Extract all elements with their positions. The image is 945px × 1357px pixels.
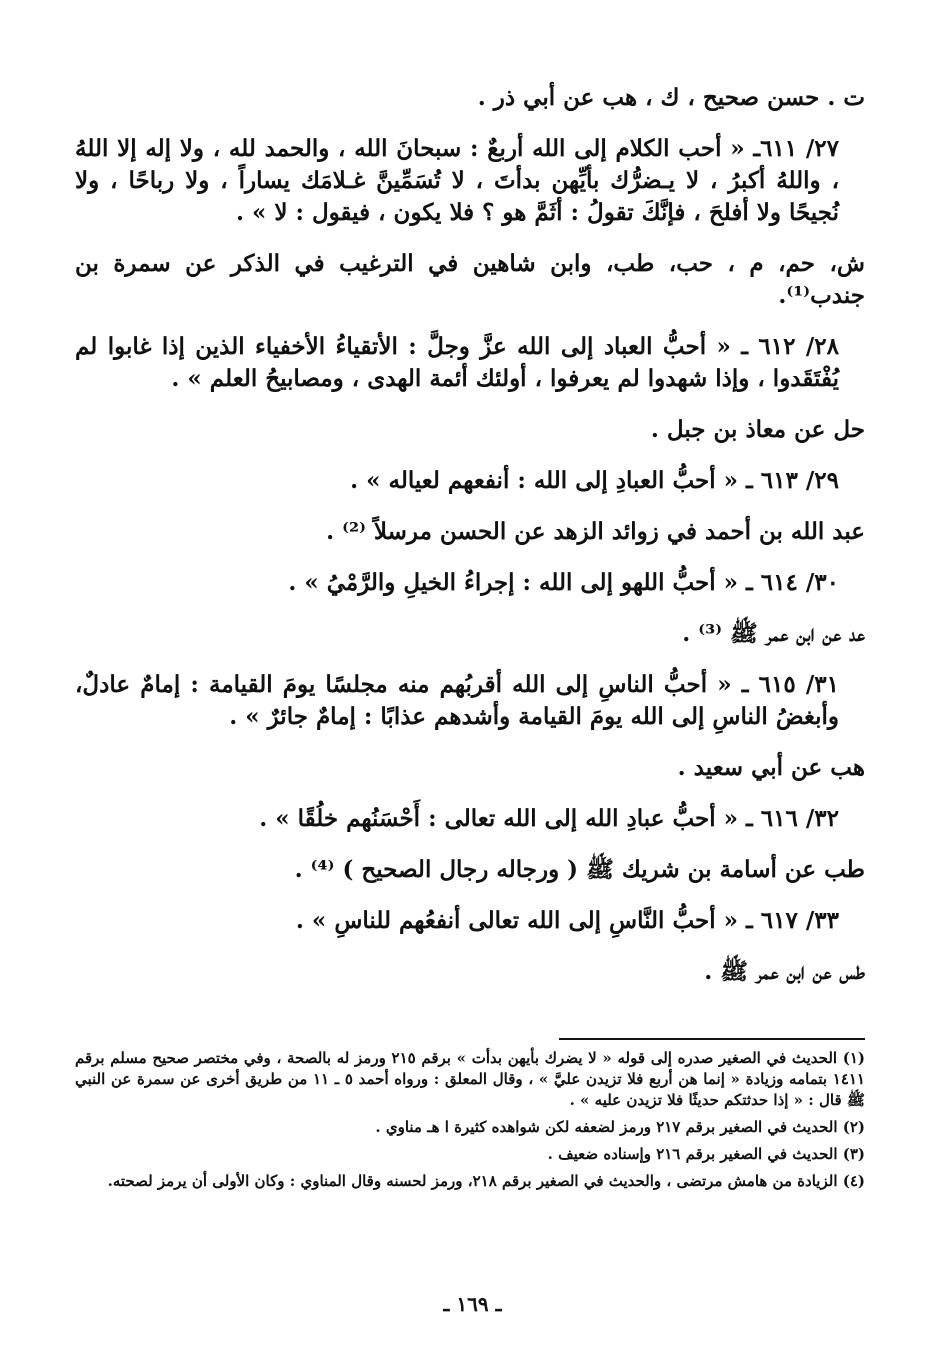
footnote-1: (١) الحديث في الصغير صدره إلى قوله « لا يضرك بأيهن بدأت » برقم ٢١٥ ورمز له بالصحة ، وفي مختصر صحيح مسلم برقم ١٤١١ بتمامه وزيادة « إنما هن أربع فلا تزيدن عليَّ » ، وقال المعلق : ورواه أحمد ٥ ـ ١١ من طريق أخرى عن سمرة عن النبي ﷺ قال : « إذا حدثتكم حديثًا فلا تزيدن عليه » .: [75, 1049, 866, 1109]
hadith-615: ٣١/ ٦١٥ ـ « أحبُّ الناسِ إلى الله أقربُهم منه مجلسًا يومَ القيامة : إمامٌ عادلٌ، وأبغضُ الناسِ إلى الله يومَ القيامة وأشدهم عذابًا : إمامٌ جائرٌ » .: [75, 671, 839, 730]
source-line: ش، حم، م ، حب، طب، وابن شاهين في الترغيب في الذكر عن سمرة بن جندب⁽¹⁾.: [75, 250, 865, 309]
source-line: طس عن ابن عمر ﷺ .: [704, 958, 865, 985]
hadith-616: ٣٢/ ٦١٦ ـ « أحبُّ عبادِ الله إلى الله تعالى : أَحْسَنُهم خلُقًا » .: [259, 805, 839, 832]
footnote-2: (٢) الحديث في الصغير برقم ٢١٧ ورمز لضعفه لكن شواهده كثيرة ا هـ مناوي .: [375, 1118, 865, 1136]
source-line: هب عن أبي سعيد .: [677, 754, 865, 781]
hadith-617: ٣٣/ ٦١٧ ـ « أحبُّ النَّاسِ إلى الله تعالى أنفعُهم للناسِ » .: [295, 907, 839, 934]
source-line: طب عن أسامة بن شريك ﷺ ( ورجاله رجال الصحيح ) ⁽⁴⁾ .: [294, 856, 865, 883]
source-line: عبد الله بن أحمد في زوائد الزهد عن الحسن مرسلاً ⁽²⁾ .: [326, 518, 865, 545]
body-text: [75, 82, 865, 1007]
hadith-614: ٣٠/ ٦١٤ ـ « أحبُّ اللهو إلى الله : إجراءُ الخيلِ والرَّمْيُ » .: [288, 569, 839, 596]
footnotes: [75, 1048, 865, 1198]
source-line: حل عن معاذ بن جبل .: [650, 416, 865, 443]
hadith-613: ٢٩/ ٦١٣ ـ « أحبُّ العبادِ إلى الله : أنفعهم لعياله » .: [350, 467, 839, 494]
page-number: ـ ١٦٩ ـ: [443, 1292, 502, 1316]
source-line: ت . حسن صحيح ، ك ، هب عن أبي ذر .: [477, 84, 865, 111]
footnote-divider: [559, 1038, 865, 1040]
footnote-4: (٤) الزيادة من هامش مرتضى ، والحديث في الصغير برقم ٢١٨، ورمز لحسنه وقال المناوي : وكان الأولى أن يرمز لصحته.: [107, 1172, 865, 1190]
hadith-612: ٢٨/ ٦١٢ ـ « أحبُّ العباد إلى الله عزَّ وجلَّ : الأتقياءُ الأخفياء الذين إذا غابوا لم يُفْتَقَدوا ، وإذا شهدوا لم يعرفوا ، أولئك أئمة الهدى ، ومصابيحُ العلم » .: [75, 333, 839, 392]
source-line: عد عن ابن عمر ﷺ ⁽³⁾ .: [682, 620, 865, 647]
footnote-3: (٣) الحديث في الصغير برقم ٢١٦ وإسناده ضعيف .: [547, 1145, 865, 1163]
hadith-611: ٢٧/ ٦١١ـ « أحب الكلام إلى الله أربعٌ : سبحانَ الله ، والحمد لله ، ولا إله إلا اللهُ ، واللهُ أكبرُ ، لا يـضرُّك بأيِّهن بدأتَ ، لا تُسَمِّينَّ غـلامَك يساراً ، ولا رباحًا ، ولا نُجيحًا ولا أفلحَ ، فإنَّكَ تقولُ : أثَمَّ هو ؟ فلا يكون ، فيقول : لا » .: [75, 135, 839, 226]
